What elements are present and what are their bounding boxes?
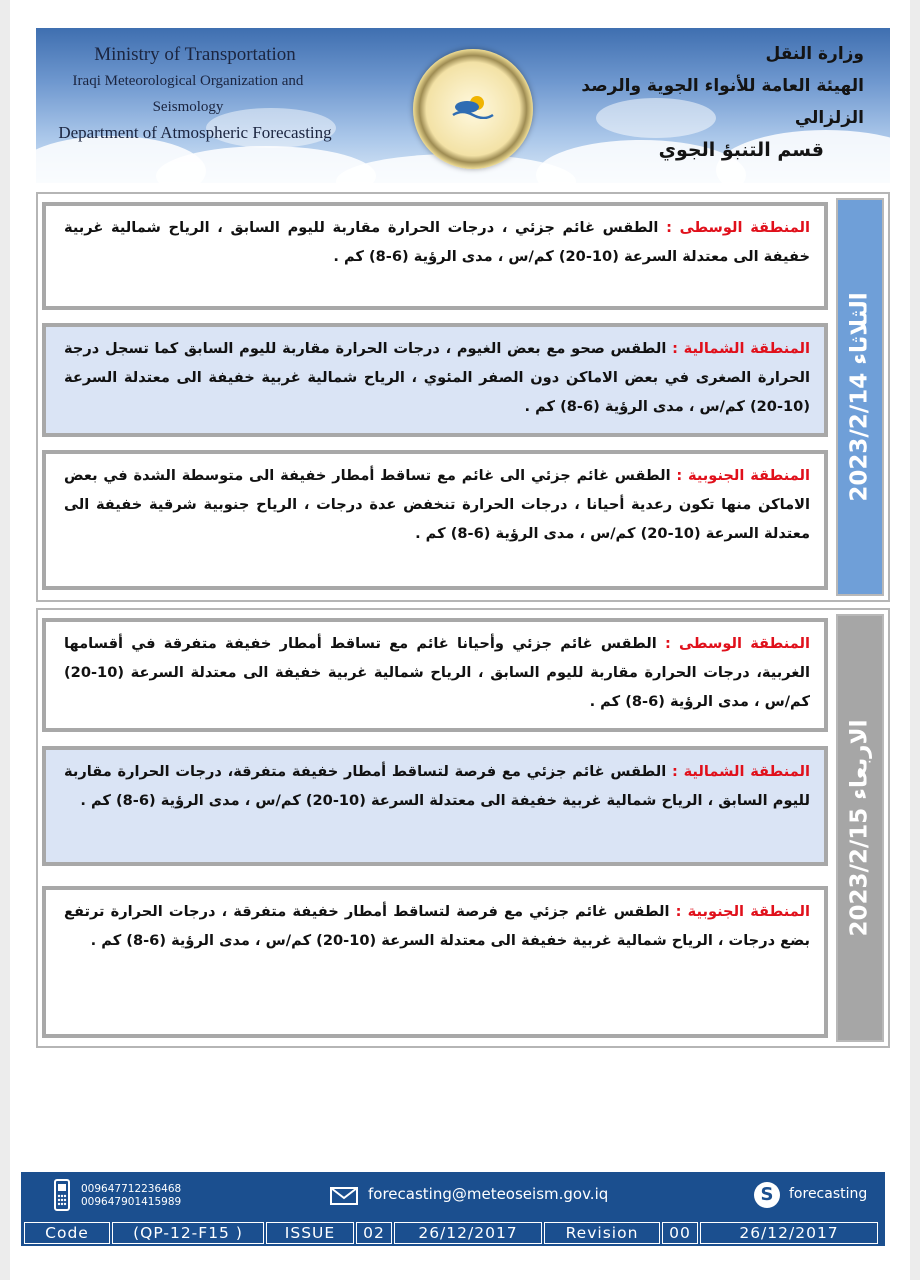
organization-name-ar: الهيئة العامة للأنواء الجوية والرصد الزلزالي — [581, 76, 864, 128]
email-link[interactable]: forecasting@meteoseism.gov.iq — [368, 1185, 609, 1203]
skype-link[interactable]: forecasting — [789, 1186, 868, 1202]
phone-icon — [53, 1178, 71, 1212]
forecast-text: الطقس غائم جزئي مع فرصة لتساقط أمطار خفيفة متفرقة، درجات الحرارة مقاربة لليوم السابق ، الرياح شمالية غربية خفيفة الى معتدلة السرعة (10-20) كم/س ، مدى الرؤية (6-8) كم . — [64, 763, 810, 809]
department-name-ar: قسم التنبؤ الجوي — [658, 139, 824, 161]
revision-label: Revision — [544, 1222, 660, 1244]
region-label: المنطقة الشمالية : — [672, 340, 810, 357]
ministry-name-ar: وزارة النقل — [765, 44, 864, 64]
organization-logo — [413, 49, 533, 169]
issue-date: 26/12/2017 — [394, 1222, 542, 1244]
issue-number: 02 — [356, 1222, 392, 1244]
region-label: المنطقة الوسطى : — [664, 635, 810, 652]
revision-number: 00 — [662, 1222, 698, 1244]
skype-icon: S — [754, 1182, 780, 1208]
day-label: الاربعاء 2023/2/15 — [847, 719, 874, 937]
revision-date: 26/12/2017 — [700, 1222, 878, 1244]
forecast-box-northern — [42, 323, 828, 437]
forecast-box-central — [42, 618, 828, 732]
phone-numbers — [81, 1183, 181, 1209]
day-label: الثلاثاء 2023/2/14 — [847, 292, 873, 502]
code-value: (QP-12-F15 ) — [112, 1222, 264, 1244]
day-label-bar — [836, 614, 884, 1042]
region-label: المنطقة الجنوبية : — [676, 467, 810, 484]
header-banner — [36, 28, 890, 183]
forecast-text: الطقس صحو مع بعض الغيوم ، درجات الحرارة مقاربة لليوم السابق كما تسجل درجة الحرارة الصغرى في بعض الاماكن دون الصفر المئوي ، الرياح شمالية غربية خفيفة الى معتدلة السرعة (10-20) كم/س ، مدى الرؤية (6-8) كم . — [64, 340, 810, 415]
region-label: المنطقة الجنوبية : — [675, 903, 810, 920]
forecast-box-southern — [42, 886, 828, 1038]
phone-number-2[interactable]: 009647901415989 — [81, 1196, 182, 1208]
organization-name-en: Iraqi Meteorological Organization and Seismology — [72, 73, 304, 115]
mail-icon — [330, 1187, 358, 1205]
day-section-tuesday — [36, 192, 890, 602]
ministry-name-en: Ministry of Transportation — [94, 44, 296, 65]
forecast-box-central — [42, 202, 828, 310]
region-label: المنطقة الشمالية : — [671, 763, 810, 780]
code-label: Code — [24, 1222, 110, 1244]
department-name-en: Department of Atmospheric Forecasting — [58, 123, 332, 142]
day-label-bar — [836, 198, 884, 596]
forecast-box-northern — [42, 746, 828, 866]
forecast-text: الطقس غائم جزئي الى غائم مع تساقط أمطار خفيفة الى متوسطة الشدة في بعض الاماكن منها تكون رعدية أحيانا ، درجات الحرارة تنخفض عدة درجات ، الرياح جنوبية شرقية خفيفة الى معتدلة السرعة (10-20) كم/س ، مدى الرؤية (6-8) كم . — [64, 467, 810, 542]
forecast-text: الطقس غائم جزئي مع فرصة لتساقط أمطار خفيفة متفرقة ، درجات الحرارة ترتفع بضع درجات ، الرياح شمالية غربية خفيفة الى معتدلة السرعة (10-20) كم/س ، مدى الرؤية (6-8) كم . — [64, 903, 810, 949]
header-english — [50, 42, 340, 146]
day-section-wednesday — [36, 608, 890, 1048]
forecast-text: الطقس غائم جزئي وأحيانا غائم مع تساقط أمطار خفيفة متفرقة في أقسامها الغربية، درجات الحرارة مقاربة لليوم السابق ، الرياح شمالية غربية خفيفة الى معتدلة السرعة (10-20) كم/س ، مدى الرؤية (6-8) كم . — [64, 635, 810, 710]
issue-label: ISSUE — [266, 1222, 354, 1244]
forecast-page — [10, 0, 910, 1280]
phone-number-1[interactable]: 009647712236468 — [81, 1183, 182, 1195]
logo-emblem-icon — [451, 93, 495, 119]
footer-contact-band — [21, 1172, 885, 1220]
document-code-row — [21, 1220, 885, 1246]
forecast-text: الطقس غائم جزئي ، درجات الحرارة مقاربة لليوم السابق ، الرياح شمالية غربية خفيفة الى معتدلة السرعة (10-20) كم/س ، مدى الرؤية (6-8) كم . — [64, 219, 810, 265]
forecast-box-southern — [42, 450, 828, 590]
header-arabic — [564, 38, 864, 166]
region-label: المنطقة الوسطى : — [666, 219, 810, 236]
